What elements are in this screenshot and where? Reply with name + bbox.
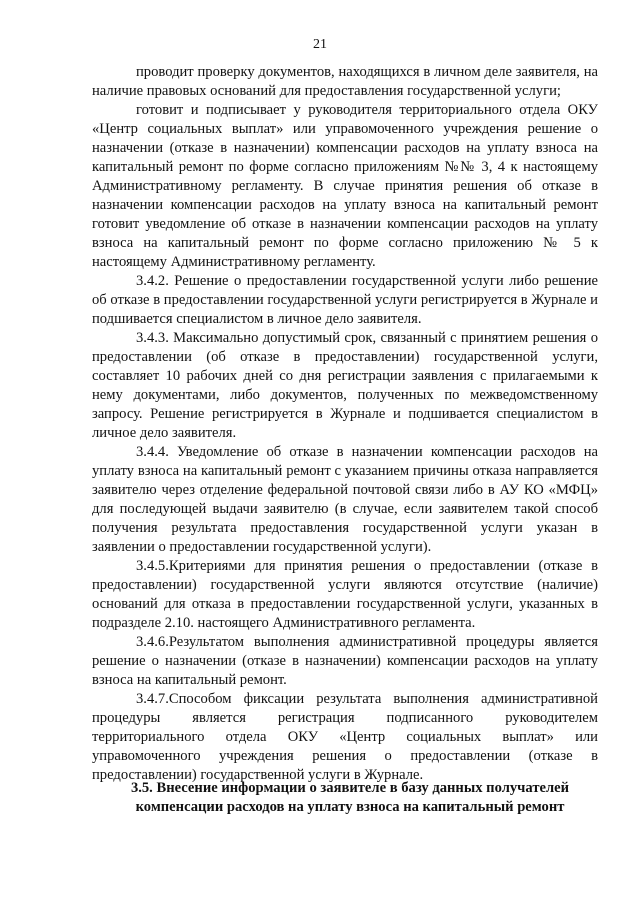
paragraph-3-4-4: 3.4.4. Уведомление об отказе в назначении компенсации расходов на уплату взноса на капитальный ремонт с указанием причины отказа направляется заявителю через отделение федеральной почтовой связи либо в АУ КО «МФЦ» для последующей выдачи заявителю (в случае, если заявителем такой способ получения результата предоставления государственной услуги указан в заявлении о предоставлении государственной услуги). <box>92 444 598 555</box>
paragraph-3-4-6: 3.4.6.Результатом выполнения административной процедуры является решение о назначении (отказе в назначении) компенсации расходов на уплату взноса на капитальный ремонт. <box>92 634 598 688</box>
page-number: 21 <box>313 37 327 52</box>
paragraph-document-check: проводит проверку документов, находящихся в личном деле заявителя, на наличие правовых оснований для предоставления государственной услуги; <box>92 64 598 99</box>
section-heading-3-5: 3.5. Внесение информации о заявителе в базу данных получателей компенсации расходов на уплату взноса на капитальный ремонт <box>130 780 570 815</box>
paragraph-3-4-5: 3.4.5.Критериями для принятия решения о предоставлении (отказе в предоставлении) государственной услуги являются отсутствие (наличие) оснований для отказа в предоставлении государственной услуги, указанных в подразделе 2.10. настоящего Административного регламента. <box>92 558 598 631</box>
paragraph-3-4-2: 3.4.2. Решение о предоставлении государственной услуги либо решение об отказе в предоставлении государственной услуги регистрируется в Журнале и подшивается специалистом в личное дело заявителя. <box>92 273 598 327</box>
paragraph-decision-preparation: готовит и подписывает у руководителя территориального отдела ОКУ «Центр социальных выплат» или управомоченного учреждения решение о назначении (отказе в назначении) компенсации расходов на уплату взноса на капитальный ремонт по форме согласно приложениям №№ 3, 4 к настоящему Административному регламенту. В случае принятия решения об отказе в назначении компенсации расходов на уплату взноса на капитальный ремонт готовит уведомление об отказе в назначении компенсации расходов на уплату взноса на капитальный ремонт по форме согласно приложению № 5 к настоящему Административному регламенту. <box>92 102 598 270</box>
body-text <box>92 63 598 785</box>
paragraph-3-4-3: 3.4.3. Максимально допустимый срок, связанный с принятием решения о предоставлении (об отказе в предоставлении) государственной услуги, составляет 10 рабочих дней со дня регистрации заявления с прилагаемыми к нему документами, либо документов, полученных по межведомственному запросу. Решение регистрируется в Журнале и подшивается специалистом в личное дело заявителя. <box>92 330 598 441</box>
paragraph-3-4-7: 3.4.7.Способом фиксации результата выполнения административной процедуры является регистрация подписанного руководителем территориального отдела ОКУ «Центр социальных выплат» или управомоченного учреждения решения о предоставлении (отказе в предоставлении) государственной услуги в Журнале. <box>92 691 598 783</box>
